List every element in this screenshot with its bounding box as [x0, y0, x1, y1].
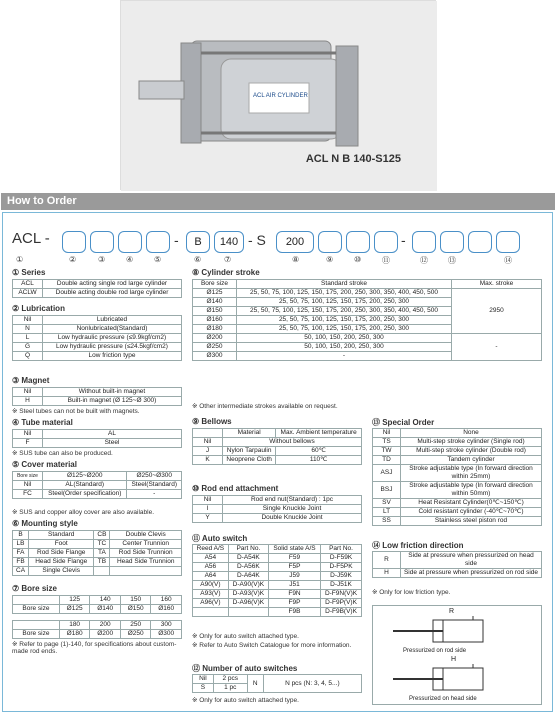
cell: Solid state A/S — [268, 545, 320, 554]
cell: Single Knuckle Joint — [223, 505, 362, 514]
cell: F — [13, 439, 43, 448]
cell: D-J51K — [321, 581, 362, 590]
cell: Steel(Order specification) — [43, 490, 127, 499]
cell: 250 — [120, 621, 151, 630]
cell: Standard stroke — [237, 280, 452, 289]
cell: G — [13, 343, 43, 352]
product-photo — [120, 0, 436, 190]
code-prefix: ACL - — [12, 230, 50, 247]
mounting-title: ⑥ Mounting style — [12, 519, 78, 528]
numsw-table — [192, 674, 362, 693]
cell: Multi-step stroke cylinder (Single rod) — [401, 438, 542, 447]
cell: B — [13, 531, 29, 540]
cell: CA — [13, 567, 29, 576]
cell: Ø200 — [90, 630, 121, 639]
cell: Max. stroke — [452, 280, 542, 289]
code-box-5 — [146, 231, 170, 253]
cylinder-label-text: ACL AIR CYLINDER — [253, 93, 308, 99]
cell: F59 — [268, 554, 320, 563]
cell: Ø250 — [193, 343, 237, 352]
cell: Built-in magnet (Ø 125~Ø 300) — [43, 397, 182, 406]
code-num: ⑥ — [194, 255, 202, 264]
cell: 140 — [90, 596, 121, 605]
cell: ACLW — [13, 289, 43, 298]
cell: F9B — [268, 608, 320, 617]
cell: 25, 50, 75, 100, 125, 150, 175, 200, 250, 300 — [237, 298, 452, 307]
cell: TS — [373, 438, 401, 447]
cell: Double Clevis — [110, 531, 182, 540]
code-num: ⑬ — [448, 256, 456, 265]
cell: FA — [13, 549, 29, 558]
cell: F9P — [268, 599, 320, 608]
cell: Double acting single rod large cylinder — [43, 280, 182, 289]
code-num: ⑤ — [154, 255, 162, 264]
cell: Nylon Tarpaulin — [223, 447, 276, 456]
rodend-table — [192, 495, 362, 523]
cell: Without bellows — [223, 438, 362, 447]
cell: N pcs (N: 3, 4, 5...) — [263, 675, 361, 693]
cell: FC — [13, 490, 43, 499]
cell: 2 pcs — [213, 675, 247, 684]
section-header: How to Order — [1, 193, 555, 210]
cell: F9N — [268, 590, 320, 599]
cell: Ø180 — [59, 630, 90, 639]
cell: Ø150 — [193, 307, 237, 316]
cell — [228, 608, 268, 617]
cell: Low friction type — [43, 352, 182, 361]
cell: H — [373, 569, 401, 578]
code-box-13 — [440, 231, 464, 253]
code-dash-2: - — [401, 232, 406, 248]
cell: 60℃ — [276, 447, 362, 456]
code-box-12 — [412, 231, 436, 253]
cell: Ø125 — [59, 605, 90, 614]
cell: Ø160 — [193, 316, 237, 325]
cell — [193, 429, 223, 438]
numsw-title: ⑫ Number of auto switches — [192, 664, 298, 673]
cell: D-F9B(V)K — [321, 608, 362, 617]
cell: Y — [193, 514, 223, 523]
cell: Multi-step stroke cylinder (Double rod) — [401, 447, 542, 456]
cell: Ø140 — [193, 298, 237, 307]
cell: LT — [373, 508, 401, 517]
cell: AL(Standard) — [43, 481, 127, 490]
cell: SV — [373, 499, 401, 508]
cell: Stainless steel piston rod — [401, 517, 542, 526]
code-box-10 — [346, 231, 370, 253]
cell: D-F5PK — [321, 563, 362, 572]
friction-note: ※ Only for low friction type. — [372, 589, 451, 596]
cell: - — [237, 352, 452, 361]
friction-diagram — [372, 605, 542, 705]
cell: CB — [94, 531, 110, 540]
cell: Side at pressure when pressurized on rod side — [401, 569, 542, 578]
cell: R — [373, 552, 401, 569]
cylinder-diagram-svg — [373, 606, 543, 706]
code-box-2 — [62, 231, 86, 253]
cell: D-A93(V)K — [228, 590, 268, 599]
cell: Material — [223, 429, 276, 438]
tube-table — [12, 429, 182, 448]
magnet-table — [12, 387, 182, 406]
cell: Low hydraulic pressure (≤9.9kgf/cm2) — [43, 334, 182, 343]
cell: 50, 100, 150, 200, 250, 300 — [237, 343, 452, 352]
friction-caption-rod: Pressurized on rod side — [403, 648, 467, 654]
cell: 180 — [59, 621, 90, 630]
cell: - — [127, 490, 182, 499]
cell — [13, 596, 60, 605]
mounting-table — [12, 530, 182, 576]
autoswitch-note-2: ※ Refer to Auto Switch Catalogue for more information. — [192, 642, 352, 649]
code-num: ④ — [126, 255, 134, 264]
bellows-title: ⑨ Bellows — [192, 417, 232, 426]
cell: 200 — [90, 621, 121, 630]
cell: Rod Side Trunnion — [110, 549, 182, 558]
cell: A93(V) — [193, 590, 229, 599]
cell — [13, 621, 60, 630]
code-num: ⑦ — [224, 255, 232, 264]
cell: D-A56K — [228, 563, 268, 572]
cell: Head Side Trunnion — [110, 558, 182, 567]
cell: F5P — [268, 563, 320, 572]
bore-note: ※ Refer to page (1)-140, for specifications about custom-made rod ends. — [12, 641, 177, 655]
friction-title: ⑭ Low friction direction — [372, 541, 464, 550]
cell: A56 — [193, 563, 229, 572]
rodend-title: ⑩ Rod end attachment — [192, 484, 279, 493]
cell: Center Trunnion — [110, 540, 182, 549]
cell: Tandem cylinder — [401, 456, 542, 465]
cell: N — [247, 675, 263, 693]
cell: D-F9P(V)K — [321, 599, 362, 608]
cell: D-A64K — [228, 572, 268, 581]
cell: J59 — [268, 572, 320, 581]
cell: Max. Ambient temperature — [276, 429, 362, 438]
cell: ACL — [13, 280, 43, 289]
code-num: ② — [69, 255, 77, 264]
code-s: - S — [248, 232, 266, 248]
code-box-14 — [468, 231, 492, 253]
cell: Rod Side Flange — [29, 549, 94, 558]
bellows-table — [192, 428, 362, 465]
cell: D-F9N(V)K — [321, 590, 362, 599]
code-box-8: 200 — [276, 231, 314, 253]
cell: Bore size — [13, 605, 60, 614]
code-num: ⑭ — [504, 256, 512, 265]
cell: TA — [94, 549, 110, 558]
autoswitch-note-1: ※ Only for auto switch attached type. — [192, 633, 299, 640]
cell: BSJ — [373, 482, 401, 499]
cell: A90(V) — [193, 581, 229, 590]
cell: Standard — [29, 531, 94, 540]
cell: TD — [373, 456, 401, 465]
code-box-7: 140 — [214, 231, 244, 253]
cell: J51 — [268, 581, 320, 590]
cell: D-J59K — [321, 572, 362, 581]
code-box-4 — [118, 231, 142, 253]
cell: FB — [13, 558, 29, 567]
stroke-table — [192, 279, 542, 361]
code-box-3 — [90, 231, 114, 253]
friction-caption-head: Pressurized on head side — [409, 696, 477, 702]
cell: 25, 50, 75, 100, 125, 150, 175, 200, 250, 300 — [237, 316, 452, 325]
cell: Nil — [193, 438, 223, 447]
bore-title: ⑦ Bore size — [12, 584, 57, 593]
cell: Ø180 — [193, 325, 237, 334]
cell: D-F59K — [321, 554, 362, 563]
cell: N — [13, 325, 43, 334]
cell: Bore size — [13, 472, 43, 481]
cell: - — [452, 334, 542, 361]
cell: Ø250~Ø300 — [127, 472, 182, 481]
cell: Low hydraulic pressure (≤24.5kgf/cm2) — [43, 343, 182, 352]
cell: L — [13, 334, 43, 343]
cell: Neoprene Cloth — [223, 456, 276, 465]
series-table — [12, 279, 182, 298]
cell: D-A90(V)K — [228, 581, 268, 590]
cell: None — [401, 429, 542, 438]
code-box-15 — [496, 231, 520, 253]
cell: Ø200 — [193, 334, 237, 343]
lubrication-table — [12, 315, 182, 361]
special-title: ⑬ Special Order — [372, 418, 435, 427]
stroke-note: ※ Other intermediate strokes available on request. — [192, 403, 338, 410]
cell: Bore size — [193, 280, 237, 289]
cell: A54 — [193, 554, 229, 563]
cell: S — [193, 684, 214, 693]
special-table — [372, 428, 542, 526]
cover-note: ※ SUS and copper alloy cover are also available. — [12, 509, 155, 516]
cell: LB — [13, 540, 29, 549]
cell: Ø250 — [120, 630, 151, 639]
magnet-title: ③ Magnet — [12, 376, 50, 385]
autoswitch-title: ⑪ Auto switch — [192, 534, 248, 543]
code-num: ⑨ — [326, 255, 334, 264]
magnet-note: ※ Steel tubes can not be built with magnets. — [12, 408, 140, 415]
cell — [94, 567, 110, 576]
cell: Cold resistant cylinder (-40℃~70℃) — [401, 508, 542, 517]
cell: Stroke adjustable type (In forward direction within 50mm) — [401, 482, 542, 499]
cell: 1 pc — [213, 684, 247, 693]
code-box-11 — [374, 231, 398, 253]
cell: TB — [94, 558, 110, 567]
cell: 25, 50, 75, 100, 125, 150, 175, 200, 250, 300, 350, 400, 450, 500 — [237, 289, 452, 298]
cell: Q — [13, 352, 43, 361]
code-box-6: B — [186, 231, 210, 253]
numsw-note: ※ Only for auto switch attached type. — [192, 697, 299, 704]
tube-note: ※ SUS tube can also be produced. — [12, 450, 113, 457]
cell: Double acting double rod large cylinder — [43, 289, 182, 298]
cell: A64 — [193, 572, 229, 581]
cell: Side at pressure when pressurized on head side — [401, 552, 542, 569]
stroke-title: ⑧ Cylinder stroke — [192, 268, 260, 277]
cell: Ø150 — [120, 605, 151, 614]
cell: Lubricated — [43, 316, 182, 325]
cell: AL — [43, 430, 182, 439]
cell: H — [13, 397, 43, 406]
cell: D-A96(V)K — [228, 599, 268, 608]
code-num: ⑪ — [382, 256, 390, 265]
cell: SS — [373, 517, 401, 526]
cell — [193, 608, 229, 617]
code-num: ⑧ — [292, 255, 300, 264]
cell: I — [193, 505, 223, 514]
cell: Nonlubricated(Standard) — [43, 325, 182, 334]
cell: Head Side Flange — [29, 558, 94, 567]
cell: Stroke adjustable type (In forward direction within 25mm) — [401, 465, 542, 482]
cell: Single Clevis — [29, 567, 94, 576]
bore-table-2 — [12, 620, 182, 639]
cell: Rod end nut(Standard) : 1pc — [223, 496, 362, 505]
cell: Ø160 — [151, 605, 182, 614]
cell: 150 — [120, 596, 151, 605]
cell: Steel — [43, 439, 182, 448]
code-num: ① — [16, 255, 24, 264]
cell: Ø125 — [193, 289, 237, 298]
cell: 25, 50, 75, 100, 125, 150, 175, 200, 250, 300 — [237, 325, 452, 334]
cell: Nil — [193, 675, 214, 684]
cell: Nil — [373, 429, 401, 438]
cell: TC — [94, 540, 110, 549]
code-dash: - — [174, 232, 179, 248]
cell: J — [193, 447, 223, 456]
cell: Nil — [13, 481, 43, 490]
cell: Bore size — [13, 630, 60, 639]
cell: 50, 100, 150, 200, 250, 300 — [237, 334, 452, 343]
friction-diagram-h: H — [451, 656, 457, 663]
cell: Ø300 — [193, 352, 237, 361]
cell: A96(V) — [193, 599, 229, 608]
friction-diagram-r: R — [449, 608, 455, 615]
product-model-label: ACL N B 140-S125 — [305, 153, 401, 165]
cell: TW — [373, 447, 401, 456]
cell: Ø125~Ø200 — [43, 472, 127, 481]
code-num: ⑩ — [354, 255, 362, 264]
cell: ASJ — [373, 465, 401, 482]
cell: Ø300 — [151, 630, 182, 639]
cell: 125 — [59, 596, 90, 605]
cell: K — [193, 456, 223, 465]
cell: Heat Resistant Cylinder(0℃~150℃) — [401, 499, 542, 508]
code-num: ③ — [98, 255, 106, 264]
cell — [110, 567, 182, 576]
cell: 2950 — [452, 289, 542, 334]
cell: Double Knuckle Joint — [223, 514, 362, 523]
cell: 110℃ — [276, 456, 362, 465]
cover-table — [12, 471, 182, 499]
cell: Part No. — [228, 545, 268, 554]
cell: 25, 50, 75, 100, 125, 150, 175, 200, 250, 300, 350, 400, 450, 500 — [237, 307, 452, 316]
cell: Reed A/S — [193, 545, 229, 554]
code-num: ⑫ — [420, 256, 428, 265]
friction-table — [372, 551, 542, 578]
cell: Nil — [13, 316, 43, 325]
autoswitch-table — [192, 544, 362, 617]
cell: Nil — [193, 496, 223, 505]
cell: Without built-in magnet — [43, 388, 182, 397]
cell: Part No. — [321, 545, 362, 554]
cell: D-A54K — [228, 554, 268, 563]
cell: Ø140 — [90, 605, 121, 614]
code-box-9 — [318, 231, 342, 253]
cell: Steel(Standard) — [127, 481, 182, 490]
cell: 160 — [151, 596, 182, 605]
cell: Nil — [13, 430, 43, 439]
tube-title: ④ Tube material — [12, 418, 73, 427]
cover-title: ⑤ Cover material — [12, 460, 77, 469]
bore-table — [12, 595, 182, 614]
cell: 300 — [151, 621, 182, 630]
cell: Foot — [29, 540, 94, 549]
lubrication-title: ② Lubrication — [12, 304, 65, 313]
cell: Nil — [13, 388, 43, 397]
series-title: ① Series — [12, 268, 46, 277]
